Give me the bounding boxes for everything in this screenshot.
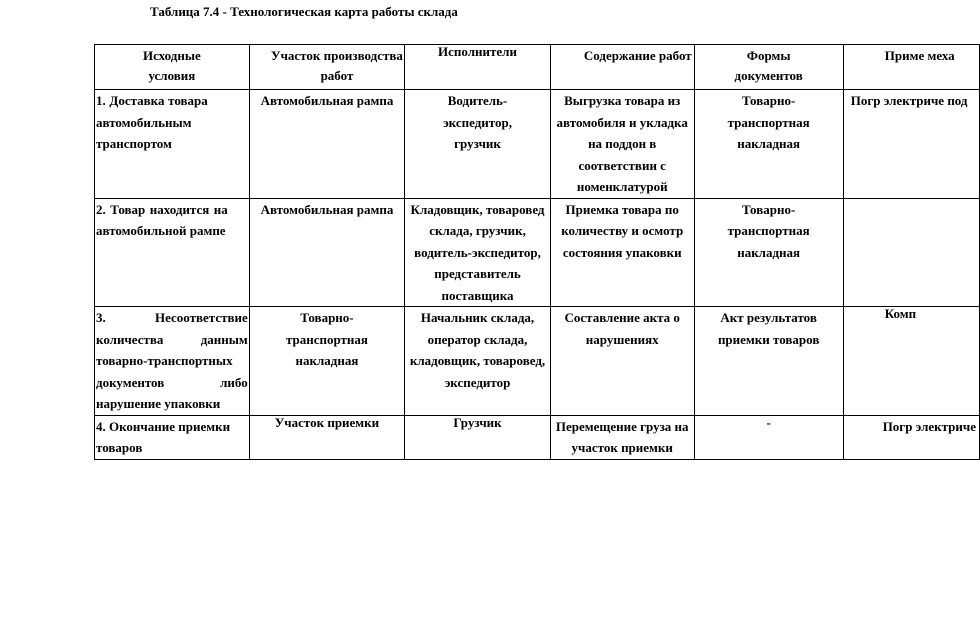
table-row — [95, 307, 980, 416]
header-cell: Приме меха — [843, 45, 979, 90]
table-cell: - — [694, 415, 843, 459]
header-cell: Исполнители — [405, 45, 551, 90]
table-cell: Товарно-транспортная накладная — [694, 90, 843, 199]
table-cell: Товарно-транспортная накладная — [694, 198, 843, 307]
table-header-row — [95, 45, 980, 90]
table-cell: Водитель-экспедитор, грузчик — [405, 90, 551, 199]
table-cell: Выгрузка товара из автомобиля и укладка на поддон в соответствии с номенклатурой — [550, 90, 694, 199]
table-row — [95, 90, 980, 199]
table-cell: Акт результатов приемки товаров — [694, 307, 843, 416]
header-cell: Участок производства работ — [249, 45, 404, 90]
table-cell: Погр электриче под — [843, 90, 979, 199]
table-cell: Товарно-транспортная накладная — [249, 307, 404, 416]
table-cell — [843, 198, 979, 307]
table-cell: Комп — [843, 307, 979, 416]
table-cell: 4. Окончание приемки товаров — [95, 415, 250, 459]
table-cell: Приемка товара по количеству и осмотр состояния упаковки — [550, 198, 694, 307]
tech-map-table — [94, 44, 980, 460]
table-cell: 1. Доставка товара автомобильным транспортом — [95, 90, 250, 199]
table-row — [95, 198, 980, 307]
table-caption: Таблица 7.4 - Технологическая карта работы склада — [150, 4, 458, 19]
table-cell: 2. Товар находится на автомобильной рампе — [95, 198, 250, 307]
header-cell: Содержание работ — [550, 45, 694, 90]
table-row — [95, 415, 980, 459]
table-cell: Автомобильная рампа — [249, 90, 404, 199]
header-cell: Исходные условия — [95, 45, 250, 90]
table-cell: Участок приемки — [249, 415, 404, 459]
table-cell: 3. Несоответствие количества данным товарно-транспортных документов либо нарушение упаковки — [95, 307, 250, 416]
table-cell: Грузчик — [405, 415, 551, 459]
table-cell: Перемещение груза на участок приемки — [550, 415, 694, 459]
header-cell: Формы документов — [694, 45, 843, 90]
table-cell: Составление акта о нарушениях — [550, 307, 694, 416]
table-cell: Погр электриче — [843, 415, 979, 459]
table-cell: Начальник склада, оператор склада, кладовщик, товаровед, экспедитор — [405, 307, 551, 416]
table-cell: Автомобильная рампа — [249, 198, 404, 307]
table-cell: Кладовщик, товаровед склада, грузчик, водитель-экспедитор, представитель поставщика — [405, 198, 551, 307]
